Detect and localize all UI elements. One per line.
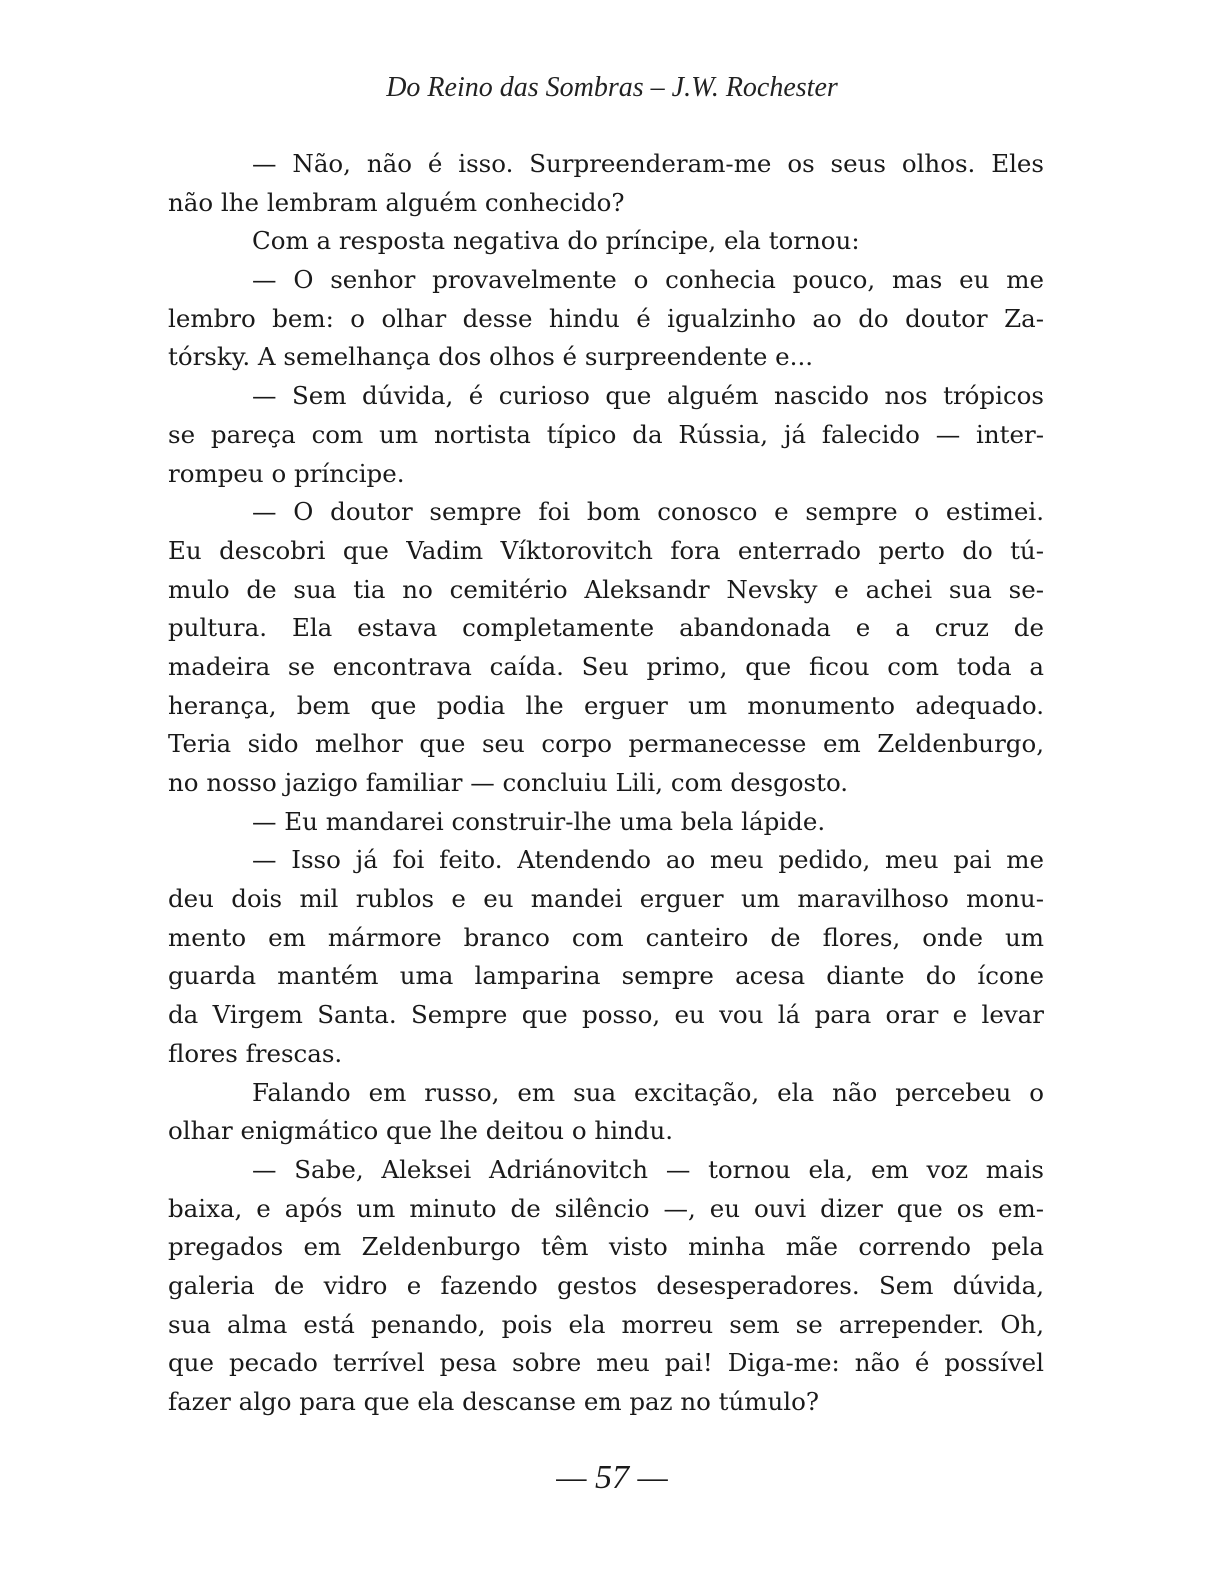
text-line: da Virgem Santa. Sempre que posso, eu vou lá para orar e levar xyxy=(168,1000,1044,1030)
text-line: tórsky. A semelhança dos olhos é surpreendente e... xyxy=(168,342,814,372)
text-line: que pecado terrível pesa sobre meu pai! Diga-me: não é possível xyxy=(168,1348,1044,1378)
text-line: mento em mármore branco com canteiro de flores, onde um xyxy=(168,922,1044,952)
text-line: deu dois mil rublos e eu mandei erguer um maravilhoso monu- xyxy=(168,884,1044,914)
paragraph xyxy=(168,377,1044,493)
paragraph xyxy=(168,841,1044,1073)
text-line: Falando em russo, em sua excitação, ela não percebeu o xyxy=(252,1077,1044,1107)
text-line: — Eu mandarei construir-lhe uma bela lápide. xyxy=(252,806,826,836)
text-line: não lhe lembram alguém conhecido? xyxy=(168,187,625,217)
text-line: fazer algo para que ela descanse em paz no túmulo? xyxy=(168,1387,820,1416)
text-line: madeira se encontrava caída. Seu primo, que ficou com toda a xyxy=(168,651,1044,681)
text-line: pultura. Ela estava completamente abandonada e a cruz de xyxy=(168,613,1044,643)
text-line: olhar enigmático que lhe deitou o hindu. xyxy=(168,1116,674,1146)
text-line: rompeu o príncipe. xyxy=(168,458,405,488)
text-line: — Sem dúvida, é curioso que alguém nascido nos trópicos xyxy=(252,381,1044,411)
text-line: Teria sido melhor que seu corpo permanecesse em Zeldenburgo, xyxy=(168,729,1044,759)
paragraph xyxy=(168,145,1044,222)
text-line: — Sabe, Aleksei Adriánovitch — tornou ela, em voz mais xyxy=(252,1154,1044,1184)
text-line: — Isso já foi feito. Atendendo ao meu pedido, meu pai me xyxy=(252,845,1044,875)
running-header: Do Reino das Sombras – J.W. Rochester xyxy=(386,72,838,103)
body-text xyxy=(168,145,1044,1422)
text-line: pregados em Zeldenburgo têm visto minha mãe correndo pela xyxy=(168,1232,1044,1262)
text-line: galeria de vidro e fazendo gestos desesperadores. Sem dúvida, xyxy=(168,1270,1044,1300)
paragraph xyxy=(168,803,1044,842)
paragraph xyxy=(168,1151,1044,1422)
text-line: baixa, e após um minuto de silêncio —, eu ouvi dizer que os em- xyxy=(168,1193,1044,1223)
text-line: no nosso jazigo familiar — concluiu Lili, com desgosto. xyxy=(168,768,849,797)
text-line: herança, bem que podia lhe erguer um monumento adequado. xyxy=(168,690,1044,720)
text-line: sua alma está penando, pois ela morreu sem se arrepender. Oh, xyxy=(168,1309,1044,1339)
text-line: guarda mantém uma lamparina sempre acesa diante do ícone xyxy=(168,961,1044,991)
text-line: — O doutor sempre foi bom conosco e sempre o estimei. xyxy=(252,497,1044,527)
paragraph xyxy=(168,1074,1044,1151)
text-line: Eu descobri que Vadim Víktorovitch fora enterrado perto do tú- xyxy=(168,535,1044,565)
paragraph xyxy=(168,222,1044,261)
page-number: — 57 — xyxy=(556,1459,668,1496)
text-line: — Não, não é isso. Surpreenderam-me os seus olhos. Eles xyxy=(252,149,1044,178)
text-line: flores frescas. xyxy=(168,1038,343,1068)
text-line: se pareça com um nortista típico da Rússia, já falecido — inter- xyxy=(168,419,1044,449)
text-line: lembro bem: o olhar desse hindu é igualzinho ao do doutor Za- xyxy=(168,303,1044,333)
text-line: mulo de sua tia no cemitério Aleksandr Nevsky e achei sua se- xyxy=(168,574,1044,604)
paragraph xyxy=(168,261,1044,377)
text-line: — O senhor provavelmente o conhecia pouco, mas eu me xyxy=(252,265,1044,295)
text-line: Com a resposta negativa do príncipe, ela tornou: xyxy=(252,226,860,256)
paragraph xyxy=(168,493,1044,803)
